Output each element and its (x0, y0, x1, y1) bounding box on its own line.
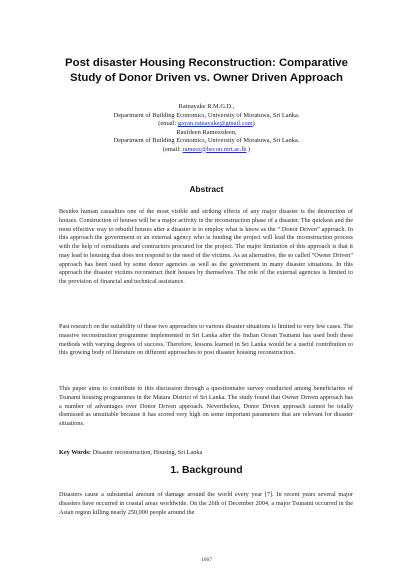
email-prefix: (email: (162, 145, 183, 153)
abstract-paragraph: Past research on the suitability of these two approaches to various disaster situations is limited to very few cases. The massive reconstruction programme implemented in Sri Lanka after the Indian Ocean Tsunami has used both these methods with varying degrees of success. Therefore, lessons learned in Sri Lanka would be a useful contribution to this growing body of literature on different approaches to post disaster housing reconstruction. (59, 323, 353, 357)
email-prefix: (email: (158, 120, 178, 127)
email-suffix: ) (246, 145, 251, 153)
title-line: Post disaster Housing Reconstruction: Comparative (65, 57, 348, 69)
paper-title (40, 56, 373, 85)
keywords-text: Disaster reconstruction, Housing, Sri Lanka (91, 449, 203, 456)
section-heading: 1. Background (170, 465, 243, 476)
author-name: Ratnayake R.M.G.D., (178, 103, 235, 110)
body-paragraph: Disasters cause a substantial amount of damage around the world every year [7]. In recent years several major disasters have occurred in coastal areas worldwide. On the 26th of December 2004, a major Tsunami occurred in the Asian region killing nearly 250,000 people around the (59, 491, 353, 516)
abstract-paragraph: Besides human casualties one of the most visible and striking effects of any major disaster is the destruction of houses. Construction of houses will be a major activity in the reconstruction phase of a disaster. The quickest and the most effective way to rebuild houses after a disaster is to employ what is know as the “ Donor Driven” approach. In this approach the government or an external agency who is funding the project will lead the reconstruction process with the help of consultants and contractors procured for the project. The major limitation of this approach is that it may lead to housing that does not respond to the need of the victims. As an alternative, the so called “Owner Driven” approach has been used by some donor agencies as well as the government in many disaster situations. In this approach the disaster victims reconstruct their houses by themselves. The role of the external agencies is limited to the provision of financial and technical assistance. (59, 208, 353, 285)
abstract-heading: Abstract (189, 184, 224, 194)
keywords-line (59, 449, 353, 458)
author-email-link[interactable]: rameez@becon.mrt.ac.lk (182, 145, 247, 153)
keywords-label: Key Words: (59, 449, 92, 456)
author-affiliation: Department of Building Economics, University of Moratuwa, Sri Lanka. (113, 111, 300, 119)
abstract-paragraph: This paper aims to contribute to this discussion through a questionnaire survey conducted among beneficiaries of Tsunami housing programmes in the Matara District of Sri Lanka. The study found that Owner Driven approach has a number of advantages over Donor Driven approach. Nevertheless, Donor Driven approach cannot be totally dismissed as unsuitable because it has scored very high on some important parameters that are relevant for disaster situations. (59, 385, 353, 427)
title-line: Study of Donor Driven vs. Owner Driven Approach (70, 71, 343, 84)
author-affiliation: Department of Building Economics, University of Moratuwa, Sri Lanka. (113, 137, 300, 144)
email-suffix: ) (252, 120, 255, 127)
author-name: Raufdeen Rameezdeen, (176, 128, 237, 136)
author-email-line (60, 146, 353, 155)
author-email-line (60, 120, 353, 129)
author-block (60, 103, 353, 154)
author-email-link[interactable]: gayan.ratnayake@gmail.com (177, 120, 253, 127)
page-number: 1067 (201, 557, 212, 563)
